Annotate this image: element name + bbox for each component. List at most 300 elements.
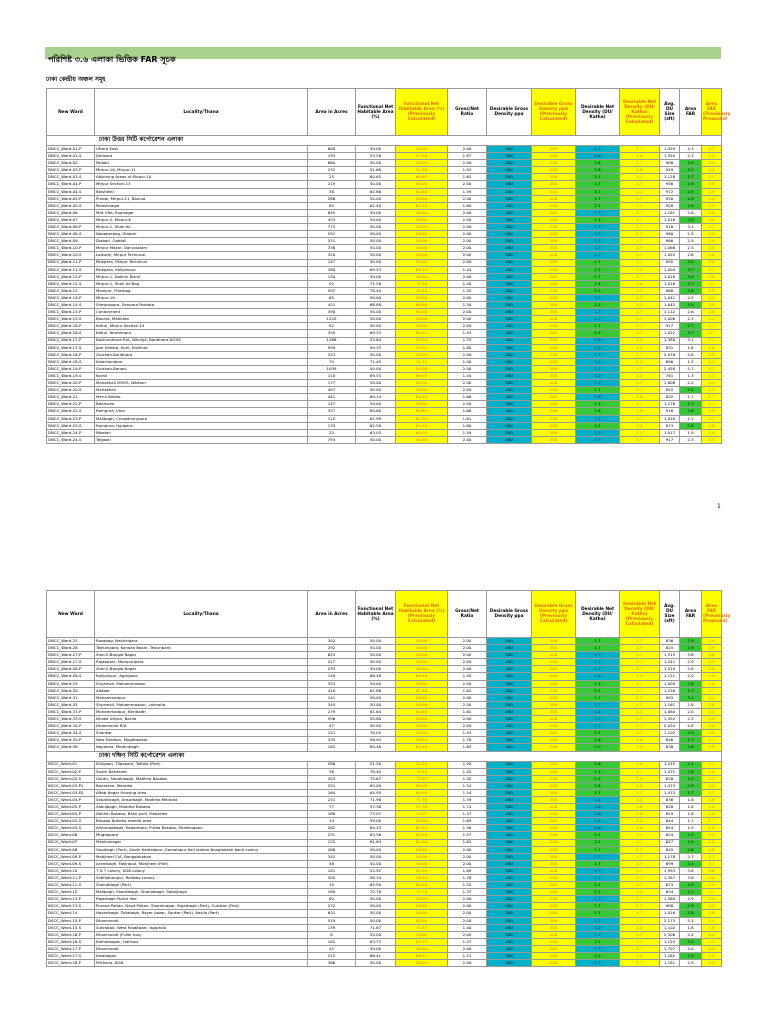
table-cell: 200	[532, 796, 576, 803]
table-row	[47, 280, 722, 287]
table-cell: 50.00	[396, 716, 448, 723]
table-cell: 1.32	[448, 775, 487, 782]
table-cell: 3.6	[702, 875, 722, 882]
table-cell: 551	[308, 238, 356, 245]
table-cell: 2.9	[680, 202, 702, 209]
table-cell: 2.00	[448, 146, 487, 153]
table-cell: 2.00	[448, 945, 487, 952]
table-cell: 1.6	[620, 408, 660, 415]
table-cell: 1,515	[660, 652, 680, 659]
table-cell: 200	[532, 316, 576, 323]
table-cell: DNCC_Ward-08-S	[47, 231, 95, 238]
table-cell: DNCC_Ward-30	[47, 687, 95, 694]
table-cell: 2.7	[680, 174, 702, 181]
table-cell: 42	[308, 323, 356, 330]
table-cell: 896	[660, 358, 680, 365]
table-cell: 200	[532, 174, 576, 181]
table-cell: 200	[487, 429, 532, 436]
column-header: Area FAR (Previously Proposed)	[702, 591, 722, 638]
table-cell: DNCC_Ward-13	[47, 287, 95, 294]
table-cell: 200	[532, 394, 576, 401]
table-cell: 2.9	[702, 953, 722, 960]
table-cell: 852	[660, 394, 680, 401]
table-cell: 50.00	[356, 652, 396, 659]
table-cell: 200	[532, 209, 576, 216]
table-cell: 824	[660, 832, 680, 839]
table-cell: 200	[532, 358, 576, 365]
table-cell: 200	[487, 811, 532, 818]
table-cell: Dhanmondi R/A	[95, 723, 308, 730]
table-cell: 2.7	[702, 174, 722, 181]
table-cell: 2.9	[680, 960, 702, 967]
table-cell: 2.1	[576, 422, 620, 429]
table-cell: Sukrabad, West Rajabazar, Agartola	[95, 924, 308, 931]
table-row	[47, 659, 722, 666]
table-cell: Baishteki	[95, 188, 308, 195]
table-cell: 60.60	[396, 408, 448, 415]
table-cell: 2.00	[448, 716, 487, 723]
table-cell: 200	[532, 216, 576, 223]
table-cell: 1.59	[448, 429, 487, 436]
table-cell: 2.2	[620, 953, 660, 960]
column-header: Functional Net Habitable Area (%)	[356, 591, 396, 638]
table-cell: 2.1	[702, 316, 722, 323]
table-cell: 1.7	[620, 309, 660, 316]
table-cell: 200	[532, 708, 576, 715]
table-cell: 50.00	[356, 680, 396, 687]
table-cell: 38	[308, 768, 356, 775]
table-cell: Bauniа, Matikata	[95, 316, 308, 323]
table-cell: 60.60	[356, 408, 396, 415]
table-cell: 2.8	[680, 680, 702, 687]
table-cell: 1.7	[620, 323, 660, 330]
table-cell: 2.7	[702, 737, 722, 744]
table-row	[47, 436, 722, 443]
table-cell: 2.7	[680, 687, 702, 694]
table-cell: 62.86	[396, 188, 448, 195]
table-cell: Kalabagan	[95, 953, 308, 960]
table-cell: 1.9	[576, 775, 620, 782]
table-cell: DNCC_Ward-27-P	[47, 652, 95, 659]
table-row	[47, 846, 722, 853]
table-cell: 2.6	[680, 252, 702, 259]
table-cell: 1.57	[448, 938, 487, 945]
table-cell: 200	[532, 744, 576, 751]
table-cell: 2.00	[448, 853, 487, 860]
table-cell: DNCC_Ward-25	[47, 638, 95, 645]
table-cell: 203	[308, 775, 356, 782]
table-cell: 200	[487, 380, 532, 387]
table-cell: 2.1	[620, 687, 660, 694]
table-cell: 2.00	[448, 680, 487, 687]
table-cell: 200	[532, 818, 576, 825]
table-cell: DSCC_Ward-09-S	[47, 860, 95, 867]
table-cell: 50.00	[356, 645, 396, 652]
table-cell: 2.00	[448, 245, 487, 252]
table-cell: 4.0	[702, 945, 722, 952]
table-cell: 200	[487, 882, 532, 889]
table-cell: 19	[308, 882, 356, 889]
table-cell: 286	[308, 195, 356, 202]
table-cell: 200	[532, 373, 576, 380]
section-row	[47, 136, 722, 146]
table-cell: 1,161	[660, 209, 680, 216]
table-cell: 62.86	[356, 188, 396, 195]
table-cell: 2.00	[448, 231, 487, 238]
table-cell: 421	[308, 302, 356, 309]
table-cell: Dhanmondi (Fuller bus)	[95, 931, 308, 938]
table-cell: 1.40	[448, 280, 487, 287]
table-cell: 2.7	[680, 323, 702, 330]
table-cell: 200	[532, 910, 576, 917]
table-cell: 3.7	[680, 280, 702, 287]
table-cell: 200	[532, 337, 576, 344]
table-cell: 71.56	[356, 280, 396, 287]
table-cell: 200	[532, 160, 576, 167]
section-label: ঢাকা উত্তর সিটি কর্পোরেশন এলাকা	[47, 136, 722, 146]
table-cell: Gulshan-Baridhara	[95, 351, 308, 358]
table-cell: 1.5	[620, 337, 660, 344]
table-cell: 1.3	[576, 673, 620, 680]
table-cell: 77	[308, 804, 356, 811]
table-cell: 200	[487, 910, 532, 917]
table-row	[47, 294, 722, 301]
table-cell: 1.7	[576, 645, 620, 652]
table-cell: 50.00	[356, 216, 396, 223]
column-header: Area in Acres	[308, 591, 356, 638]
table-cell: 1,080	[660, 708, 680, 715]
table-cell: 1,260	[660, 896, 680, 903]
table-cell: 63.56	[356, 832, 396, 839]
table-row	[47, 167, 722, 174]
table-cell: Adabar	[95, 687, 308, 694]
table-cell: 50.00	[356, 316, 396, 323]
table-cell: DSCC_Ward-15-S	[47, 924, 95, 931]
table-cell: 2.00	[448, 252, 487, 259]
table-cell: 200	[532, 146, 576, 153]
table-cell: 200	[487, 394, 532, 401]
table-cell: 2.00	[448, 294, 487, 301]
table-cell: 3.8	[680, 287, 702, 294]
table-row	[47, 351, 722, 358]
table-cell: 1.65	[448, 744, 487, 751]
table-cell: 2.9	[680, 188, 702, 195]
table-cell: 3.7	[680, 266, 702, 273]
table-cell: 4.3	[680, 146, 702, 153]
table-cell: 2.1	[702, 761, 722, 768]
table-cell: DNCC_Ward-31	[47, 694, 95, 701]
table-cell: 200	[532, 716, 576, 723]
table-cell: 2.5	[702, 716, 722, 723]
table-cell: 1,241	[660, 659, 680, 666]
table-cell: 2,308	[660, 931, 680, 938]
table-cell: 2.9	[680, 181, 702, 188]
table-cell: 50.00	[396, 231, 448, 238]
table-row	[47, 832, 722, 839]
table-cell: 200	[532, 638, 576, 645]
table-cell: 56.34	[356, 875, 396, 882]
table-cell: 2.5	[702, 839, 722, 846]
table-cell: 50.00	[356, 365, 396, 372]
table-cell: 1,042	[660, 302, 680, 309]
table-cell: 50.00	[356, 436, 396, 443]
table-cell: 200	[487, 782, 532, 789]
table-row	[47, 775, 722, 782]
table-cell: 125	[308, 839, 356, 846]
table-cell: 2.5	[680, 839, 702, 846]
table-cell: 3.1	[680, 224, 702, 231]
table-cell: 1.8	[680, 804, 702, 811]
table-cell: DSCC_Ward-08	[47, 846, 95, 853]
table-cell: Bashundhara R/A, Nikunja, Baridhara DOHS	[95, 337, 308, 344]
table-cell: 2.7	[680, 853, 702, 860]
table-cell: 908	[660, 160, 680, 167]
table-cell: 1.7	[576, 238, 620, 245]
table-cell: 2.6	[702, 408, 722, 415]
table-cell: 59.00	[356, 818, 396, 825]
table-cell: 2.1	[576, 882, 620, 889]
table-cell: 231	[308, 832, 356, 839]
table-cell: 1.7	[620, 666, 660, 673]
table-cell: 70.05	[356, 730, 396, 737]
table-cell: Banasree, Meradia	[95, 782, 308, 789]
table-cell: 55.84	[356, 337, 396, 344]
table-cell: 775	[308, 224, 356, 231]
table-cell: 1.66	[448, 394, 487, 401]
table-cell: 2.5	[680, 716, 702, 723]
table-cell: 62.40	[396, 202, 448, 209]
table-cell: 1.7	[576, 694, 620, 701]
table-cell: 50.00	[396, 666, 448, 673]
table-cell: 200	[532, 252, 576, 259]
table-cell: 819	[660, 811, 680, 818]
table-cell: 130	[308, 273, 356, 280]
table-cell: Gopibagh (Part), South Kamalapur, Kamalapur Rail station,Bangladesh bank colony	[95, 846, 308, 853]
table-cell: 1.61	[448, 415, 487, 422]
table-cell: 959	[308, 344, 356, 351]
table-cell: 5.7	[680, 365, 702, 372]
table-row	[47, 224, 722, 231]
table-cell: 2.9	[702, 160, 722, 167]
table-cell: 2.9	[680, 659, 702, 666]
table-cell: 50.00	[396, 294, 448, 301]
table-cell: DNCC_Ward-05-P	[47, 195, 95, 202]
table-cell: 50.00	[356, 960, 396, 967]
column-header: Avg. DU Size (sft)	[660, 591, 680, 638]
table-cell: DSCC_Ward-03-P1	[47, 782, 95, 789]
far-table-2	[46, 590, 731, 967]
table-header-row	[47, 89, 722, 136]
table-cell: DNCC_Ward-09	[47, 238, 95, 245]
table-cell: 1.43	[448, 730, 487, 737]
table-cell: 1.7	[620, 645, 660, 652]
table-cell: 51.20	[356, 761, 396, 768]
table-cell: 60.14	[396, 394, 448, 401]
table-cell: 4.8	[680, 723, 702, 730]
table-cell: 1.4	[576, 796, 620, 803]
table-cell: 992	[660, 259, 680, 266]
table-cell: 2.00	[448, 917, 487, 924]
table-cell: 57.38	[356, 804, 396, 811]
table-cell: 4.0	[680, 945, 702, 952]
table-cell: 200	[532, 860, 576, 867]
table-cell: 50.00	[396, 273, 448, 280]
table-cell: 92	[308, 280, 356, 287]
table-cell: 50.00	[396, 238, 448, 245]
table-cell: 200	[532, 825, 576, 832]
table-cell: 1.69	[448, 818, 487, 825]
table-cell: 69.53	[396, 373, 448, 380]
table-cell: 2.00	[448, 401, 487, 408]
table-cell: 66.88	[356, 302, 396, 309]
table-cell: 200	[487, 365, 532, 372]
table-cell: 200	[487, 889, 532, 896]
table-cell: 1.7	[702, 818, 722, 825]
table-cell: 2.1	[576, 832, 620, 839]
table-cell: DNCC_Ward-20-P	[47, 380, 95, 387]
table-cell: 59.35	[396, 344, 448, 351]
table-cell: 50.00	[396, 181, 448, 188]
table-cell: 50.00	[356, 252, 396, 259]
table-cell: Palashnagar	[95, 202, 308, 209]
table-cell: 2.00	[448, 910, 487, 917]
table-cell: 2.00	[448, 273, 487, 280]
table-cell: 200	[532, 782, 576, 789]
table-cell: DNCC_Ward-14-S	[47, 302, 95, 309]
table-cell: 200	[532, 645, 576, 652]
table-cell: Dolipara	[95, 153, 308, 160]
table-cell: 3.7	[702, 280, 722, 287]
table-cell: Rampura, Ulon	[95, 408, 308, 415]
table-cell: Basabo Buddha mandir area	[95, 818, 308, 825]
table-cell: 2.00	[448, 960, 487, 967]
table-cell: 2.1	[576, 188, 620, 195]
table-cell: 1.6	[576, 761, 620, 768]
table-cell: 25	[308, 174, 356, 181]
table-cell: 200	[532, 436, 576, 443]
table-cell: 2.00	[448, 387, 487, 394]
table-cell: 4.8	[702, 723, 722, 730]
far-table-1	[46, 88, 731, 444]
table-cell: 1.7	[576, 917, 620, 924]
table-cell: 1,018	[660, 415, 680, 422]
table-cell: 50.00	[396, 351, 448, 358]
table-cell: 50.00	[356, 723, 396, 730]
table-cell: Mugdapara	[95, 832, 308, 839]
table-cell: DSCC_Ward-05-S	[47, 818, 95, 825]
table-cell: 186	[308, 811, 356, 818]
table-cell: 3.5	[680, 302, 702, 309]
table-cell: Khilgaon, Tilpapara, Taltola (Part)	[95, 761, 308, 768]
table-row	[47, 804, 722, 811]
table-cell: 2.8	[680, 910, 702, 917]
table-cell: 50.00	[356, 294, 396, 301]
table-cell: South Banasree	[95, 768, 308, 775]
table-cell: 69.53	[356, 373, 396, 380]
table-cell: 61.64	[396, 708, 448, 715]
table-cell: 58	[308, 188, 356, 195]
table-cell: New Eskaton, Moghbazaar	[95, 737, 308, 744]
table-cell: 71.96	[356, 796, 396, 803]
table-cell: 200	[532, 924, 576, 931]
table-cell: 988	[660, 903, 680, 910]
table-cell: DSCC_Ward-09-P	[47, 853, 95, 860]
table-cell: 112	[308, 415, 356, 422]
table-cell: 1,022	[660, 330, 680, 337]
table-cell: 200	[532, 896, 576, 903]
table-row	[47, 365, 722, 372]
table-cell: 1.7	[576, 387, 620, 394]
table-cell: 200	[487, 146, 532, 153]
table-cell: 1.3	[620, 673, 660, 680]
table-cell: 50.00	[356, 401, 396, 408]
table-cell: 2.00	[448, 903, 487, 910]
table-cell: Goran, Sepahibagh, Madhha Basabo	[95, 775, 308, 782]
table-cell: 200	[487, 174, 532, 181]
table-cell: 1.7	[576, 259, 620, 266]
table-cell: 1,215	[660, 761, 680, 768]
table-cell: 200	[532, 330, 576, 337]
table-cell: 1.7	[680, 818, 702, 825]
table-cell: 50.00	[396, 931, 448, 938]
table-cell: 71.45	[396, 358, 448, 365]
table-cell: 1.7	[620, 694, 660, 701]
table-cell: 1.6	[620, 394, 660, 401]
table-cell: Ahmmadbagh, Kadamtola, Purba Basabo, Shakhngaon	[95, 825, 308, 832]
column-header: Functional Net Habitable Area (%) (Previously Calculated)	[396, 89, 448, 136]
table-cell: 2.1	[620, 188, 660, 195]
table-cell: 1,262	[660, 953, 680, 960]
table-cell: DNCC_Ward-15-S	[47, 316, 95, 323]
table-cell: Shankar	[95, 730, 308, 737]
table-cell: 50.00	[396, 659, 448, 666]
table-cell: 200	[487, 436, 532, 443]
table-cell: 50.00	[356, 146, 396, 153]
table-cell: Mirpur-1, Dakhin Bishil	[95, 273, 308, 280]
table-cell: 1.37	[448, 889, 487, 896]
table-cell: 2,173	[660, 917, 680, 924]
table-cell: Mirpur Section-13	[95, 181, 308, 188]
table-cell: 50.00	[396, 638, 448, 645]
table-cell: 2.8	[702, 701, 722, 708]
table-cell: 1.7	[620, 867, 660, 874]
table-cell: 200	[532, 723, 576, 730]
table-cell: 63.56	[396, 832, 448, 839]
table-cell: 1.52	[448, 882, 487, 889]
table-cell: 200	[487, 960, 532, 967]
table-row	[47, 266, 722, 273]
table-cell: Korail	[95, 373, 308, 380]
table-cell: Pallabi	[95, 160, 308, 167]
table-cell: DNCC_Ward-05-S	[47, 202, 95, 209]
table-cell: 200	[532, 659, 576, 666]
table-row	[47, 638, 722, 645]
table-cell: 2.6	[702, 666, 722, 673]
table-cell: 1.7	[576, 768, 620, 775]
table-cell: 1,128	[660, 174, 680, 181]
table-cell: 200	[532, 853, 576, 860]
table-cell: 928	[660, 202, 680, 209]
table-cell: DSCC_Ward-03-P2	[47, 789, 95, 796]
table-cell: 50.00	[356, 309, 396, 316]
table-cell: 200	[532, 804, 576, 811]
table-cell: 1.7	[576, 875, 620, 882]
table-cell: 50.00	[356, 896, 396, 903]
table-cell: 1.93	[448, 167, 487, 174]
table-row	[47, 216, 722, 223]
table-cell: 1.7	[576, 931, 620, 938]
table-cell: 65.09	[356, 782, 396, 789]
